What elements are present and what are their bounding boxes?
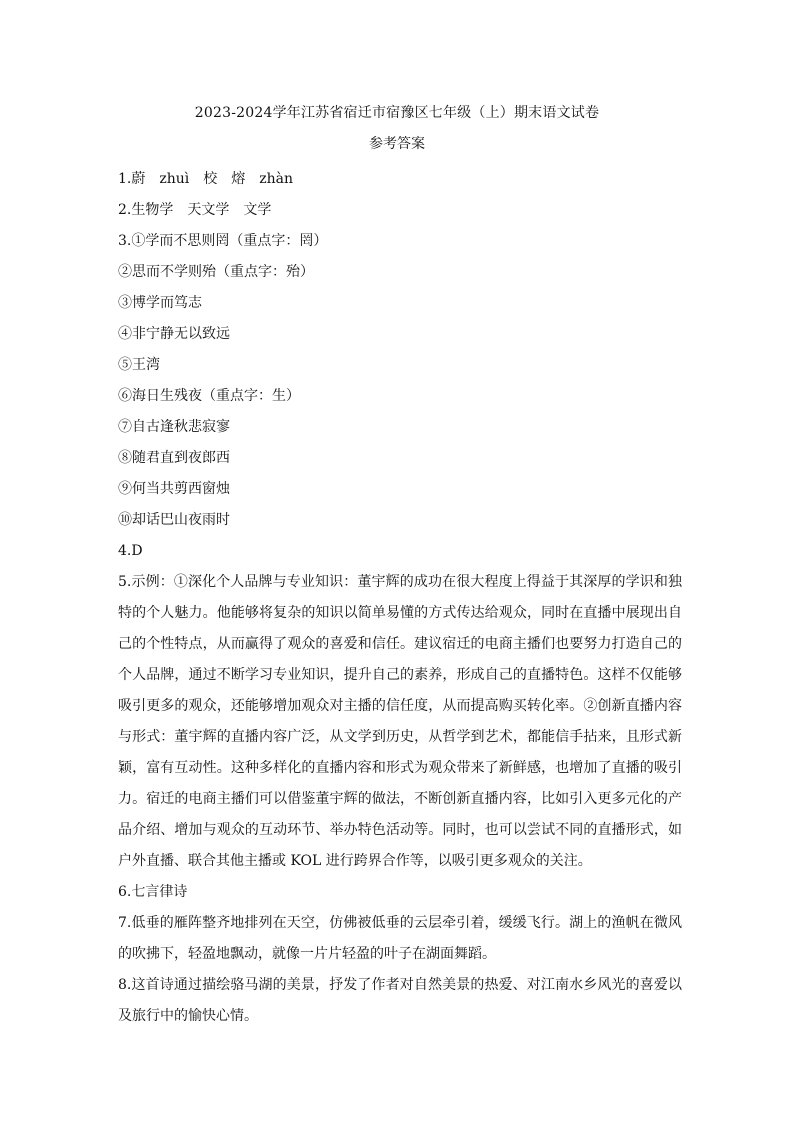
answer-1: 1.蔚 zhuì 校 熔 zhàn (118, 171, 293, 187)
answer-3-line-4: ④非宁静无以致远 (118, 326, 230, 342)
answer-3-line-8: ⑧随君直到夜郎西 (118, 450, 230, 466)
answer-3-line-3: ③博学而笃志 (118, 295, 202, 311)
answer-7: 7.低垂的雁阵整齐地排列在天空，仿佛被低垂的云层牵引着，缓缓飞行。湖上的渔帆在微风的吹拂下，轻盈地飘动，就像一片片轻盈的叶子在湖面舞蹈。 (118, 915, 682, 962)
answer-3-line-1: 3.①学而不思则罔（重点字：罔） (118, 233, 328, 249)
answer-8: 8.这首诗通过描绘骆马湖的美景，抒发了作者对自然美景的热爱、对江南水乡风光的喜爱以及旅行中的愉快心情。 (118, 977, 682, 1024)
answer-3-line-7: ⑦自古逢秋悲寂寥 (118, 419, 230, 435)
answer-3-line-10: ⑩却话巴山夜雨时 (118, 512, 230, 528)
answer-3-line-2: ②思而不学则殆（重点字：殆） (118, 264, 314, 280)
answer-6: 6.七言律诗 (118, 884, 188, 900)
answer-5: 5.示例：①深化个人品牌与专业知识：董宇辉的成功在很大程度上得益于其深厚的学识和独特的个人魅力。他能够将复杂的知识以简单易懂的方式传达给观众，同时在直播中展现出自己的个性特点，从而赢得了观众的喜爱和信任。建议宿迁的电商主播们也要努力打造自己的个人品牌，通过不断学习专业知识，提升自己的素养，形成自己的直播特色。这样不仅能够吸引更多的观众，还能够增加观众对主播的信任度，从而提高购买转化率。②创新直播内容与形式：董宇辉的直播内容广泛，从文学到历史，从哲学到艺术，都能信手拈来，且形式新颖，富有互动性。这种多样化的直播内容和形式为观众带来了新鲜感，也增加了直播的吸引力。宿迁的电商主播们可以借鉴董宇辉的做法，不断创新直播内容，比如引入更多元化的产品介绍、增加与观众的互动环节、举办特色活动等。同时，也可以尝试不同的直播形式，如户外直播、联合其他主播或 KOL 进行跨界合作等，以吸引更多观众的关注。 (118, 574, 682, 869)
answer-list (118, 164, 682, 1032)
answer-3-line-9: ⑨何当共剪西窗烛 (118, 481, 230, 497)
answer-2: 2.生物学 天文学 文学 (118, 202, 272, 218)
document-title: 2023-2024学年江苏省宿迁市宿豫区七年级（上）期末语文试卷 (194, 105, 600, 121)
answer-4: 4.D (118, 543, 143, 559)
answer-3-line-5: ⑤王湾 (118, 357, 160, 373)
document-subtitle: 参考答案 (369, 136, 425, 152)
answer-3-line-6: ⑥海日生残夜（重点字：生） (118, 388, 300, 404)
